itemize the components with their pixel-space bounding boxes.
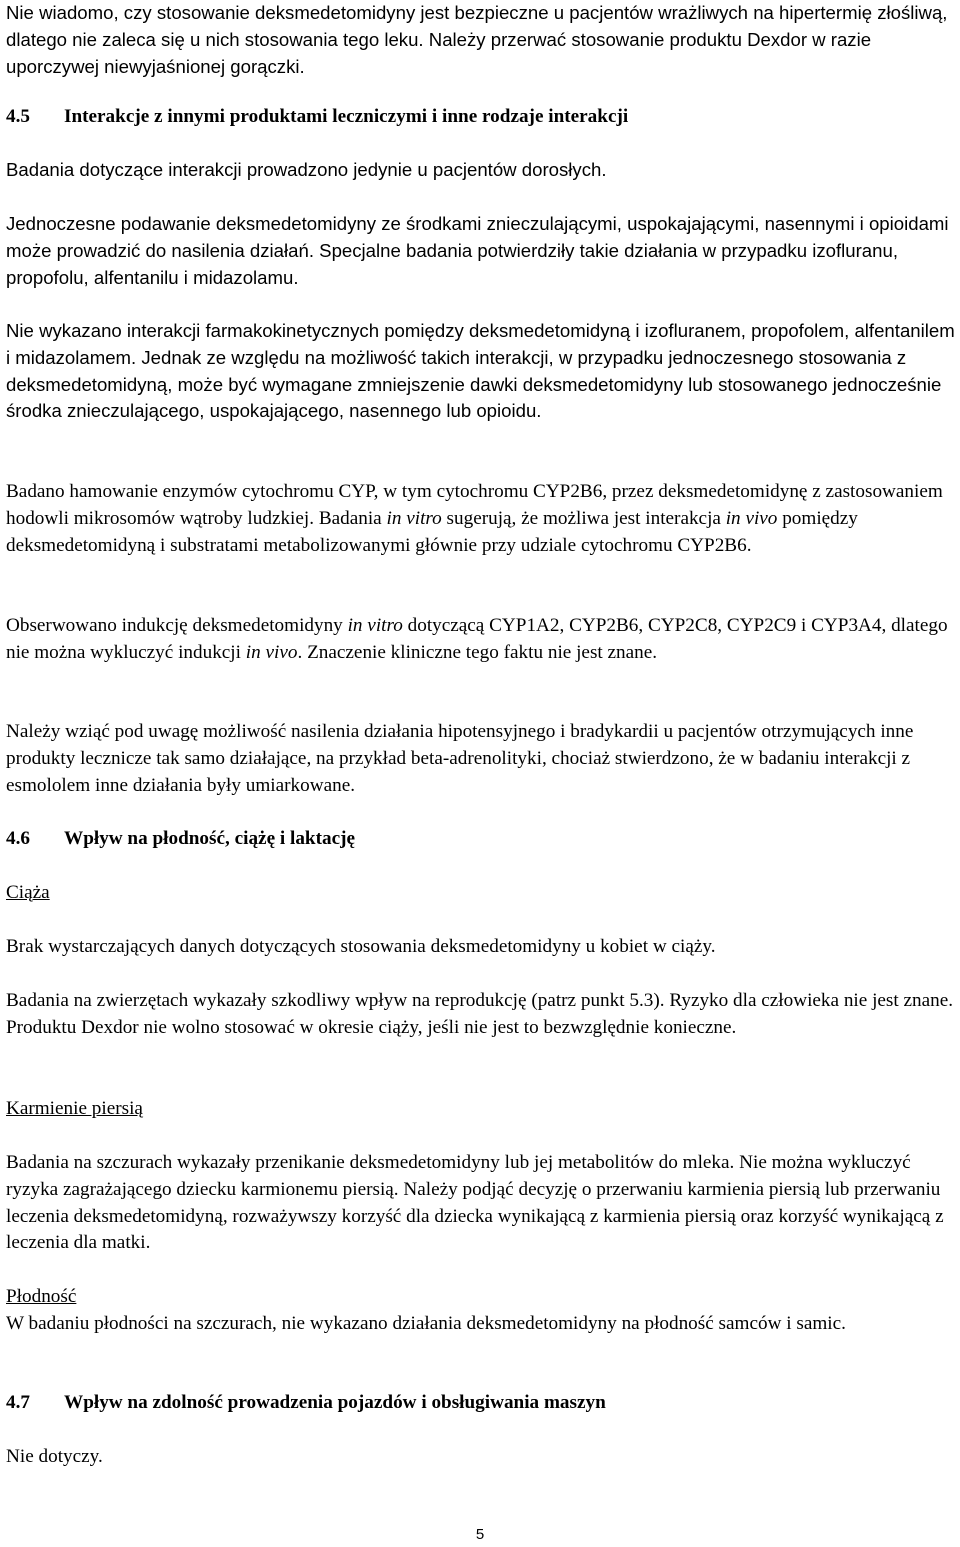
section-number: 4.7 — [6, 1392, 30, 1413]
paragraph-interaction-studies-adults: Badania dotyczące interakcji prowadzono jedynie u pacjentów dorosłych. — [6, 159, 607, 180]
section-number: 4.6 — [6, 828, 30, 849]
paragraph-concomitant-use: Jednoczesne podawanie deksmedetomidyny ze środkami znieczulającymi, uspokajającymi, nasennymi i opioidami może prowadzić do nasilenia działań. Specjalne badania potwierdziły takie działania w przypadku izofluranu, propofolu, alfentanilu i midazolamu. — [6, 213, 949, 288]
paragraph-breastfeeding: Badania na szczurach wykazały przenikanie deksmedetomidyny lub jej metabolitów do mleka. Nie można wykluczyć ryzyka zagrażającego dziecku karmionemu piersią. Należy podjąć decyzję o przerwaniu karmienia piersią lub przerwaniu leczenia deksmedetomidyną, rozważywszy korzyść dla dziecka wynikającą z karmienia piersią oraz korzyść wynikającą z leczenia dla matki. — [6, 1152, 944, 1254]
subheading-fertility: Płodność — [6, 1286, 77, 1307]
section-heading-4-7 — [6, 1390, 606, 1417]
paragraph-malignant-hyperthermia: Nie wiadomo, czy stosowanie deksmedetomidyny jest bezpieczne u pacjentów wrażliwych na hipertermię złośliwą, dlatego nie zaleca się u nich stosowania tego leku. Należy przerwać stosowanie produktu Dexdor w razie uporczywej niewyjaśnionej gorączki. — [6, 2, 948, 77]
text-span: Badano hamowanie enzymów cytochromu CYP, w tym cytochromu CYP2B6, przez deksmedetomidynę z zastosowaniem hodowli mikrosomów wątroby ludzkiej. Badania — [6, 481, 943, 529]
text-span: Obserwowano indukcję deksmedetomidyny — [6, 615, 348, 636]
paragraph-hypotensive-effect: Należy wziąć pod uwagę możliwość nasilenia działania hipotensyjnego i bradykardii u pacjentów otrzymujących inne produkty lecznicze tak samo działające, na przykład beta-adrenolityki, chociaż stwierdzono, że w badaniu interakcji z esmololem inne działania były umiarkowane. — [6, 721, 914, 796]
paragraph-cyp-inhibition — [6, 479, 958, 559]
paragraph-fertility: W badaniu płodności na szczurach, nie wykazano działania deksmedetomidyny na płodność samców i samic. — [6, 1313, 846, 1334]
section-heading-4-5 — [6, 104, 628, 131]
italic-text: in vivo — [245, 641, 298, 663]
subheading-breastfeeding: Karmienie piersią — [6, 1098, 143, 1119]
italic-text: in vitro — [347, 615, 403, 636]
paragraph-pharmacokinetic-interactions: Nie wykazano interakcji farmakokinetycznych pomiędzy deksmedetomidyną i izofluranem, propofolem, alfentanilem i midazolamem. Jednak ze względu na możliwość takich interakcji, w przypadku jednoczesnego stosowania z deksmedetomidyną, może być wymagane zmniejszenie dawki deksmedetomidyny lub stosowanego jednocześnie środka znieczulającego, uspokajającego, nasennego lub opioidu. — [6, 320, 955, 422]
section-number: 4.5 — [6, 106, 30, 127]
italic-text: in vitro — [386, 507, 442, 529]
text-span: sugerują, że możliwa jest interakcja — [441, 507, 726, 529]
subheading-pregnancy: Ciąża — [6, 882, 50, 903]
section-heading-4-6 — [6, 826, 355, 853]
page-number: 5 — [475, 1526, 485, 1543]
text-span: dotyczącą CYP1A2, CYP2B6, CYP2C8, CYP2C9 i CYP3A4, dlatego nie można wykluczyć indukcji — [6, 615, 948, 663]
paragraph-pregnancy-animal-studies: Badania na zwierzętach wykazały szkodliwy wpływ na reprodukcję (patrz punkt 5.3). Ryzyko dla człowieka nie jest znane. Produktu Dexdor nie wolno stosować w okresie ciąży, jeśli nie jest to bezwzględnie konieczne. — [6, 990, 954, 1038]
section-title: Wpływ na zdolność prowadzenia pojazdów i obsługiwania maszyn — [64, 1392, 606, 1413]
paragraph-pregnancy-data: Brak wystarczających danych dotyczących stosowania deksmedetomidyny u kobiet w ciąży. — [6, 936, 716, 957]
paragraph-not-applicable: Nie dotyczy. — [6, 1446, 103, 1467]
section-title: Interakcje z innymi produktami leczniczymi i inne rodzaje interakcji — [64, 106, 629, 127]
section-title: Wpływ na płodność, ciążę i laktację — [64, 828, 356, 849]
text-span: pomiędzy deksmedetomidyną i substratami metabolizowanymi głównie przy udziale cytochromu CYP2B6. — [6, 507, 858, 556]
italic-text: in vivo — [725, 507, 778, 529]
text-span: . Znaczenie kliniczne tego faktu nie jest znane. — [297, 641, 658, 663]
paragraph-cyp-induction — [6, 613, 958, 667]
